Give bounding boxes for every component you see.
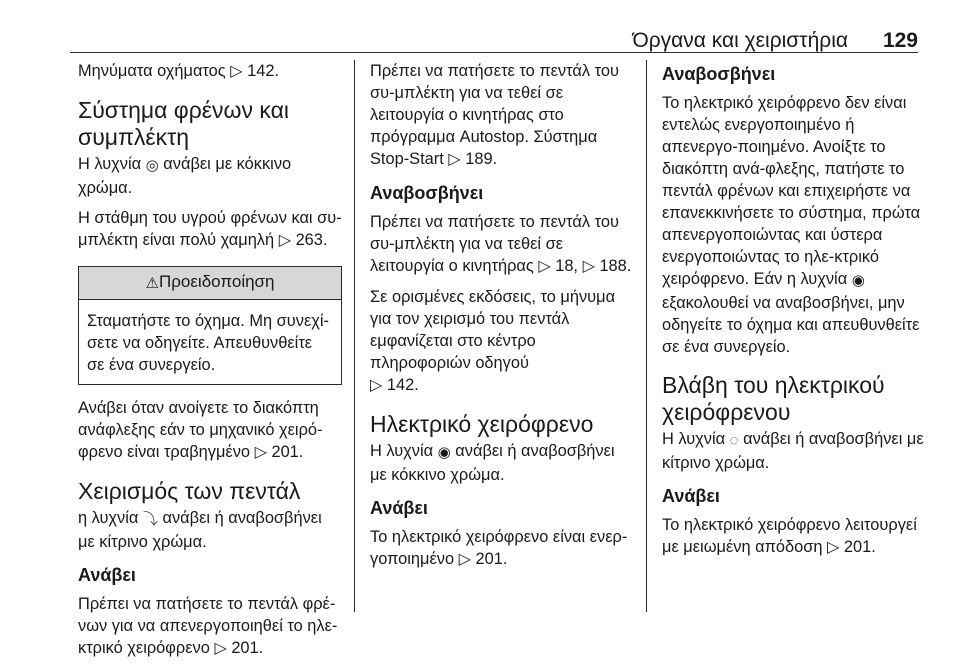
- paragraph-pedal-message: Σε ορισμένες εκδόσεις, το μήνυμα για τον χειρισμό του πεντάλ εμφανίζεται στο κέντρο πληροφοριών οδηγού ▷ 142.: [370, 286, 634, 397]
- page-ref[interactable]: 142.: [247, 62, 280, 80]
- section-heading-epb-fault: Βλάβη του ηλεκτρικού χειρόφρενου: [662, 372, 885, 425]
- column-1: [78, 60, 342, 668]
- warning-body: Σταματήστε το όχημα. Μη συνεχί-σετε να οδηγείτε. Απευθυνθείτε σε ένα συνεργείο.: [87, 312, 329, 374]
- subheading-blinks: Αναβοσβήνει: [370, 183, 484, 203]
- subheading-on: Ανάβει: [662, 486, 720, 506]
- paragraph-brake-lamp: Η λυχνία ◎ ανάβει με κόκκινο χρώμα.: [78, 155, 292, 197]
- page-ref[interactable]: 18,: [555, 257, 578, 275]
- paragraph-vehicle-messages: Μηνύματα οχήματος ▷ 142.: [78, 60, 342, 83]
- warning-title: Προειδοποίηση: [158, 272, 275, 291]
- page-ref[interactable]: 188.: [599, 257, 632, 275]
- warning-box: [78, 266, 342, 385]
- paragraph-press-brake: Πρέπει να πατήσετε το πεντάλ φρέ-νων για να απενεργοποιηθεί το ηλε-κτρικό χειρόφρενο ▷ 201.: [78, 593, 342, 660]
- warning-header: [79, 267, 341, 300]
- brake-warning-icon: ◎: [145, 157, 159, 174]
- paragraph-epb-lamp: Η λυχνία ◉ ανάβει ή αναβοσβήνει με κόκκινο χρώμα.: [370, 442, 615, 484]
- page-number: 129: [882, 29, 918, 52]
- header-rule: [70, 52, 918, 53]
- parking-brake-fault-icon: ◌: [729, 432, 739, 449]
- page-ref[interactable]: 201.: [475, 550, 508, 568]
- section-heading-brake-system: Σύστημα φρένων και συμπλέκτη: [78, 97, 290, 150]
- page-ref-arrow-icon: ▷: [448, 151, 461, 168]
- page-ref-arrow-icon: ▷: [538, 258, 551, 275]
- page-ref-arrow-icon: ▷: [582, 258, 595, 275]
- paragraph-epb-active: Το ηλεκτρικό χειρόφρενο είναι ενερ-γοποιημένο ▷ 201.: [370, 526, 634, 571]
- paragraph-epb-not-engaged: Το ηλεκτρικό χειρόφρενο δεν είναι εντελώς ενεργοποιημένο ή απενεργο-ποιημένο. Ανοίξτε το διακόπτη ανά-φλεξης, πατήστε το πεντάλ φρένων και επιχειρήστε να επανεκκινήσετε το σύστημα, πρώτα απενεργοποιώντας και ύστερα ενεργοποιώντας το ηλε-κτρικό χειρόφρενο. Εάν η λυχνία ◉ εξακολουθεί να αναβοσβήνει, μην οδηγείτε το όχημα και απευθυνθείτε σε ένα συνεργείο.: [662, 94, 921, 356]
- paragraph-pedal-lamp: η λυχνία ⤵ ανάβει ή αναβοσβήνει με κίτρινο χρώμα.: [78, 509, 322, 551]
- column-3: [662, 60, 926, 567]
- warning-triangle-icon: ⚠: [145, 275, 159, 292]
- section-heading-electric-parking-brake: Ηλεκτρικό χειρόφρενο: [370, 411, 594, 437]
- page-ref-arrow-icon: ▷: [370, 377, 383, 394]
- page-ref-arrow-icon: ▷: [230, 63, 243, 80]
- parking-brake-icon: ◉: [437, 444, 451, 461]
- paragraph-epb-reduced: Το ηλεκτρικό χειρόφρενο λειτουργεί με μειωμένη απόδοση ▷ 201.: [662, 514, 926, 559]
- subheading-on: Ανάβει: [78, 565, 136, 585]
- page-ref[interactable]: 201.: [843, 538, 876, 556]
- paragraph-clutch-start: Πρέπει να πατήσετε το πεντάλ του συ-μπλέκτη για να τεθεί σε λειτουργία ο κινητήρας ▷ 18, ▷ 188.: [370, 211, 634, 278]
- page-ref[interactable]: 201.: [271, 443, 304, 461]
- paragraph-handbrake: Ανάβει όταν ανοίγετε το διακόπτη ανάφλεξης εάν το μηχανικό χειρό-φρενο είναι τραβηγμένο ▷ 201.: [78, 397, 342, 464]
- subheading-blinks: Αναβοσβήνει: [662, 64, 776, 84]
- page-ref-arrow-icon: ▷: [827, 539, 840, 556]
- parking-brake-icon: ◉: [851, 272, 865, 289]
- subheading-on: Ανάβει: [370, 498, 428, 518]
- page-ref[interactable]: 201.: [231, 639, 264, 657]
- paragraph-epb-fault-lamp: Η λυχνία ◌ ανάβει ή αναβοσβήνει με κίτρινο χρώμα.: [662, 430, 924, 472]
- page-ref[interactable]: 263.: [295, 231, 328, 249]
- section-heading-pedal-operation: Χειρισμός των πεντάλ: [78, 478, 301, 504]
- column-divider-1: [354, 60, 355, 612]
- page-ref[interactable]: 142.: [386, 376, 419, 394]
- page-ref-arrow-icon: ▷: [254, 444, 267, 461]
- page-header: [0, 0, 960, 56]
- page-ref[interactable]: 189.: [465, 150, 498, 168]
- page-ref-arrow-icon: ▷: [278, 232, 291, 249]
- page-ref-arrow-icon: ▷: [214, 640, 227, 657]
- column-2: [370, 60, 634, 579]
- paragraph-clutch-autostop: Πρέπει να πατήσετε το πεντάλ του συ-μπλέκτη για να τεθεί σε λειτουργία ο κινητήρας στο πρόγραμμα Autostop. Σύστημα Stop-Start ▷ 189.: [370, 60, 634, 171]
- column-divider-2: [646, 60, 647, 612]
- paragraph-brake-fluid: Η στάθμη του υγρού φρένων και συ-μπλέκτη είναι πολύ χαμηλή ▷ 263.: [78, 207, 342, 252]
- pedal-operation-icon: ⤵: [142, 511, 158, 528]
- page-ref-arrow-icon: ▷: [458, 551, 471, 568]
- page-title: Όργανα και χειριστήρια: [632, 29, 848, 52]
